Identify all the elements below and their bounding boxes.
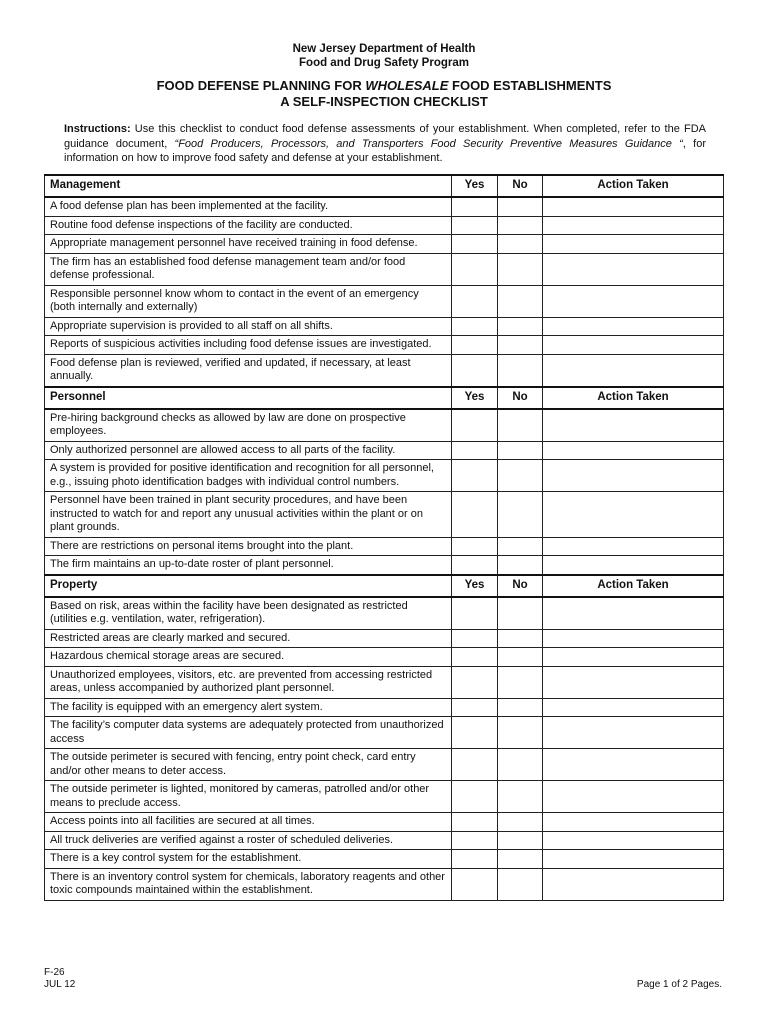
checklist-row <box>45 813 724 832</box>
action-taken-cell[interactable] <box>543 441 724 460</box>
checklist-row <box>45 868 724 900</box>
checklist-row <box>45 253 724 285</box>
checklist-item-text: Restricted areas are clearly marked and secured. <box>45 629 452 648</box>
checklist-row <box>45 441 724 460</box>
no-cell[interactable] <box>498 831 543 850</box>
no-cell[interactable] <box>498 556 543 575</box>
action-taken-cell[interactable] <box>543 285 724 317</box>
action-taken-cell[interactable] <box>543 850 724 869</box>
no-cell[interactable] <box>498 781 543 813</box>
checklist-row <box>45 409 724 442</box>
no-cell[interactable] <box>498 666 543 698</box>
section-title: Management <box>45 175 452 197</box>
no-cell[interactable] <box>498 698 543 717</box>
checklist-item-text: The outside perimeter is lighted, monitored by cameras, patrolled and/or other means to preclude access. <box>45 781 452 813</box>
yes-cell[interactable] <box>452 409 498 442</box>
action-taken-cell[interactable] <box>543 317 724 336</box>
section-title: Property <box>45 575 452 597</box>
yes-cell[interactable] <box>452 781 498 813</box>
checklist-item-text: Personnel have been trained in plant security procedures, and have been instructed to watch for and report any unusual activities within the plant or on plant grounds. <box>45 492 452 538</box>
action-taken-cell[interactable] <box>543 235 724 254</box>
checklist-row <box>45 556 724 575</box>
yes-cell[interactable] <box>452 597 498 630</box>
action-taken-cell[interactable] <box>543 831 724 850</box>
section-header-personnel <box>45 387 724 409</box>
checklist-item-text: Pre-hiring background checks as allowed by law are done on prospective employees. <box>45 409 452 442</box>
checklist-row <box>45 336 724 355</box>
yes-cell[interactable] <box>452 317 498 336</box>
action-taken-cell[interactable] <box>543 781 724 813</box>
section-header-property <box>45 575 724 597</box>
form-info <box>44 967 75 991</box>
yes-cell[interactable] <box>452 492 498 538</box>
action-taken-cell[interactable] <box>543 253 724 285</box>
action-taken-cell[interactable] <box>543 648 724 667</box>
checklist-item-text: There is a key control system for the establishment. <box>45 850 452 869</box>
checklist-row <box>45 597 724 630</box>
checklist-item-text: All truck deliveries are verified against a roster of scheduled deliveries. <box>45 831 452 850</box>
document-title: FOOD DEFENSE PLANNING FOR WHOLESALE FOOD ESTABLISHMENTS <box>156 78 612 93</box>
yes-cell[interactable] <box>452 253 498 285</box>
checklist-item-text: Based on risk, areas within the facility have been designated as restricted (utilities e.g. ventilation, water, refrigeration). <box>45 597 452 630</box>
action-taken-column-header: Action Taken <box>543 387 724 409</box>
yes-cell[interactable] <box>452 197 498 216</box>
action-taken-cell[interactable] <box>543 197 724 216</box>
checklist-item-text: The outside perimeter is secured with fencing, entry point check, card entry and/or other means to deter access. <box>45 749 452 781</box>
yes-cell[interactable] <box>452 235 498 254</box>
yes-cell[interactable] <box>452 629 498 648</box>
form-date: JUL 12 <box>44 979 76 990</box>
action-taken-cell[interactable] <box>543 717 724 749</box>
checklist-item-text: Food defense plan is reviewed, verified and updated, if necessary, at least annually. <box>45 354 452 387</box>
action-taken-cell[interactable] <box>543 409 724 442</box>
yes-cell[interactable] <box>452 831 498 850</box>
action-taken-cell[interactable] <box>543 813 724 832</box>
action-taken-cell[interactable] <box>543 336 724 355</box>
yes-cell[interactable] <box>452 749 498 781</box>
no-cell[interactable] <box>498 336 543 355</box>
guidance-document-title: “Food Producers, Processors, and Transporters Food Security Preventive Measures Guidance “ <box>174 137 683 150</box>
checklist-row <box>45 698 724 717</box>
checklist-item-text: Access points into all facilities are secured at all times. <box>45 813 452 832</box>
no-cell[interactable] <box>498 253 543 285</box>
document-subtitle: A SELF-INSPECTION CHECKLIST <box>280 94 488 109</box>
action-taken-cell[interactable] <box>543 216 724 235</box>
checklist-row <box>45 285 724 317</box>
section-title: Personnel <box>45 387 452 409</box>
checklist-row <box>45 666 724 698</box>
checklist-row <box>45 235 724 254</box>
no-column-header: No <box>498 387 543 409</box>
yes-cell[interactable] <box>452 648 498 667</box>
yes-cell[interactable] <box>452 285 498 317</box>
checklist-item-text: The firm has an established food defense management team and/or food defense professional. <box>45 253 452 285</box>
no-cell[interactable] <box>498 354 543 387</box>
yes-cell[interactable] <box>452 460 498 492</box>
no-cell[interactable] <box>498 235 543 254</box>
yes-cell[interactable] <box>452 698 498 717</box>
no-column-header: No <box>498 175 543 197</box>
no-cell[interactable] <box>498 749 543 781</box>
no-cell[interactable] <box>498 813 543 832</box>
no-cell[interactable] <box>498 409 543 442</box>
checklist-item-text: The facility is equipped with an emergency alert system. <box>45 698 452 717</box>
checklist-row <box>45 850 724 869</box>
department-name: New Jersey Department of Health <box>292 43 476 55</box>
action-taken-cell[interactable] <box>543 597 724 630</box>
checklist-item-text: A food defense plan has been implemented at the facility. <box>45 197 452 216</box>
yes-cell[interactable] <box>452 336 498 355</box>
checklist-item-text: Appropriate supervision is provided to all staff on all shifts. <box>45 317 452 336</box>
checklist-item-text: Routine food defense inspections of the facility are conducted. <box>45 216 452 235</box>
checklist-row <box>45 317 724 336</box>
checklist-row <box>45 648 724 667</box>
action-taken-cell[interactable] <box>543 492 724 538</box>
program-name: Food and Drug Safety Program <box>299 57 469 69</box>
checklist-item-text: The firm maintains an up-to-date roster of plant personnel. <box>45 556 452 575</box>
no-cell[interactable] <box>498 537 543 556</box>
yes-cell[interactable] <box>452 850 498 869</box>
action-taken-cell[interactable] <box>543 537 724 556</box>
no-cell[interactable] <box>498 441 543 460</box>
checklist-item-text: Unauthorized employees, visitors, etc. are prevented from accessing restricted areas, unless accompanied by authorized plant personnel. <box>45 666 452 698</box>
checklist-item-text: Only authorized personnel are allowed access to all parts of the facility. <box>45 441 452 460</box>
no-cell[interactable] <box>498 629 543 648</box>
no-cell[interactable] <box>498 197 543 216</box>
yes-column-header: Yes <box>452 175 498 197</box>
yes-column-header: Yes <box>452 387 498 409</box>
checklist-item-text: There are restrictions on personal items brought into the plant. <box>45 537 452 556</box>
checklist-item-text: Hazardous chemical storage areas are secured. <box>45 648 452 667</box>
no-cell[interactable] <box>498 850 543 869</box>
yes-column-header: Yes <box>452 575 498 597</box>
yes-cell[interactable] <box>452 216 498 235</box>
checklist-item-text: The facility’s computer data systems are adequately protected from unauthorized access <box>45 717 452 749</box>
action-taken-cell[interactable] <box>543 629 724 648</box>
checklist-item-text: A system is provided for positive identification and recognition for all personnel, e.g., issuing photo identification badges with individual control numbers. <box>45 460 452 492</box>
checklist-row <box>45 216 724 235</box>
action-taken-cell[interactable] <box>543 666 724 698</box>
checklist-row <box>45 717 724 749</box>
action-taken-cell[interactable] <box>543 698 724 717</box>
checklist-row <box>45 629 724 648</box>
no-cell[interactable] <box>498 460 543 492</box>
checklist-row <box>45 831 724 850</box>
action-taken-cell[interactable] <box>543 460 724 492</box>
checklist-row <box>45 781 724 813</box>
no-cell[interactable] <box>498 317 543 336</box>
no-cell[interactable] <box>498 285 543 317</box>
no-cell[interactable] <box>498 717 543 749</box>
action-taken-column-header: Action Taken <box>543 575 724 597</box>
yes-cell[interactable] <box>452 556 498 575</box>
yes-cell[interactable] <box>452 666 498 698</box>
no-cell[interactable] <box>498 492 543 538</box>
no-cell[interactable] <box>498 868 543 900</box>
checklist-item-text: There is an inventory control system for chemicals, laboratory reagents and other toxic compounds maintained within the establishment. <box>45 868 452 900</box>
yes-cell[interactable] <box>452 441 498 460</box>
page-number: Page 1 of 2 Pages. <box>636 979 722 990</box>
checklist-item-text: Reports of suspicious activities including food defense issues are investigated. <box>45 336 452 355</box>
action-taken-column-header: Action Taken <box>543 175 724 197</box>
inspection-checklist-table <box>44 174 724 901</box>
instructions-label: Instructions: <box>64 123 131 135</box>
action-taken-cell[interactable] <box>543 749 724 781</box>
checklist-item-text: Appropriate management personnel have received training in food defense. <box>45 235 452 254</box>
yes-cell[interactable] <box>452 813 498 832</box>
checklist-row <box>45 537 724 556</box>
checklist-row <box>45 460 724 492</box>
checklist-item-text: Responsible personnel know whom to contact in the event of an emergency (both internally and externally) <box>45 285 452 317</box>
checklist-row <box>45 749 724 781</box>
yes-cell[interactable] <box>452 868 498 900</box>
checklist-row <box>45 197 724 216</box>
no-cell[interactable] <box>498 648 543 667</box>
no-column-header: No <box>498 575 543 597</box>
yes-cell[interactable] <box>452 537 498 556</box>
yes-cell[interactable] <box>452 717 498 749</box>
checklist-row <box>45 354 724 387</box>
yes-cell[interactable] <box>452 354 498 387</box>
instructions-paragraph: Instructions: Use this checklist to conduct food defense assessments of your establishment. When completed, refer to the FDA guidance document, “Food Producers, Processors, and Transporters Food Security Preventive Measures Guidance “, for information on how to improve food safety and defense at your establishment. <box>64 123 706 164</box>
form-number: F-26 <box>44 967 65 978</box>
document-header <box>0 42 768 110</box>
action-taken-cell[interactable] <box>543 354 724 387</box>
action-taken-cell[interactable] <box>543 556 724 575</box>
section-header-management <box>45 175 724 197</box>
no-cell[interactable] <box>498 597 543 630</box>
checklist-row <box>45 492 724 538</box>
action-taken-cell[interactable] <box>543 868 724 900</box>
no-cell[interactable] <box>498 216 543 235</box>
